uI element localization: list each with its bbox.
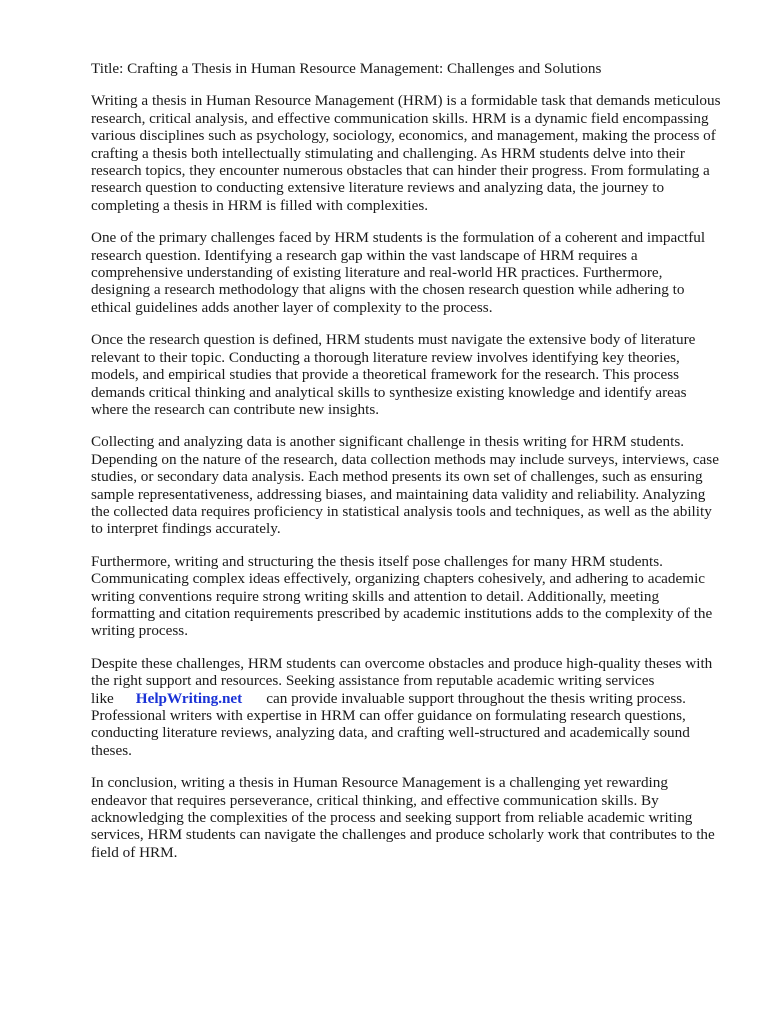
paragraph-literature-review: Once the research question is defined, HRM students must navigate the extensive body of literature relevant to their topic. Conducting a thorough literature review involves identifying key theories, models, and empirical studies that provide a theoretical framework for the research. This process demands critical thinking and analytical skills to synthesize existing knowledge and identify areas where the research can contribute new insights. xyxy=(91,331,696,418)
paragraph-introduction: Writing a thesis in Human Resource Management (HRM) is a formidable task that demands meticulous research, critical analysis, and effective communication skills. HRM is a dynamic field encompassing various disciplines such as psychology, sociology, economics, and management, making the process of crafting a thesis both intellectually stimulating and challenging. As HRM students delve into their research topics, they encounter numerous obstacles that can hinder their progress. From formulating a research question to conducting extensive literature reviews and analyzing data, the journey to completing a thesis in HRM is filled with complexities. xyxy=(91,92,721,214)
support-text-before-link: Despite these challenges, HRM students can overcome obstacles and produce high-quality theses with the right support and resources. Seeking assistance from reputable academic writing services like xyxy=(91,654,713,707)
document-title: Title: Crafting a Thesis in Human Resource Management: Challenges and Solutions xyxy=(91,60,602,77)
paragraph-conclusion: In conclusion, writing a thesis in Human Resource Management is a challenging yet rewarding endeavor that requires perseverance, critical thinking, and effective communication skills. By acknowledging the complexities of the process and seeking support from reliable academic writing services, HRM students can navigate the challenges and produce scholarly work that contributes to the field of HRM. xyxy=(91,774,715,861)
paragraph-research-question: One of the primary challenges faced by HRM students is the formulation of a coherent and impactful research question. Identifying a research gap within the vast landscape of HRM requires a comprehensive understanding of existing literature and real-world HR practices. Furthermore, designing a research methodology that aligns with the chosen research question while adhering to ethical guidelines adds another layer of complexity to the process. xyxy=(91,229,706,316)
helpwriting-link[interactable]: HelpWriting.net xyxy=(135,689,243,707)
support-text-after-link: can provide invaluable support throughout the thesis writing process. Professional writers with expertise in HRM can offer guidance on formulating research questions, conducting literature reviews, analyzing data, and crafting well-structured and academically sound theses. xyxy=(91,689,690,759)
paragraph-support xyxy=(91,655,724,759)
paragraph-writing-structure: Furthermore, writing and structuring the thesis itself pose challenges for many HRM students. Communicating complex ideas effectively, organizing chapters cohesively, and adhering to academic writing conventions require strong writing skills and attention to detail. Additionally, meeting formatting and citation requirements prescribed by academic institutions adds to the complexity of the writing process. xyxy=(91,552,713,640)
paragraph-data-analysis: Collecting and analyzing data is another significant challenge in thesis writing for HRM students. Depending on the nature of the research, data collection methods may include surveys, interviews, case studies, or secondary data analysis. Each method presents its own set of challenges, such as ensuring sample representativeness, addressing biases, and maintaining data validity and reliability. Analyzing the collected data requires proficiency in statistical analysis tools and techniques, as well as the ability to interpret findings accurately. xyxy=(91,433,719,538)
